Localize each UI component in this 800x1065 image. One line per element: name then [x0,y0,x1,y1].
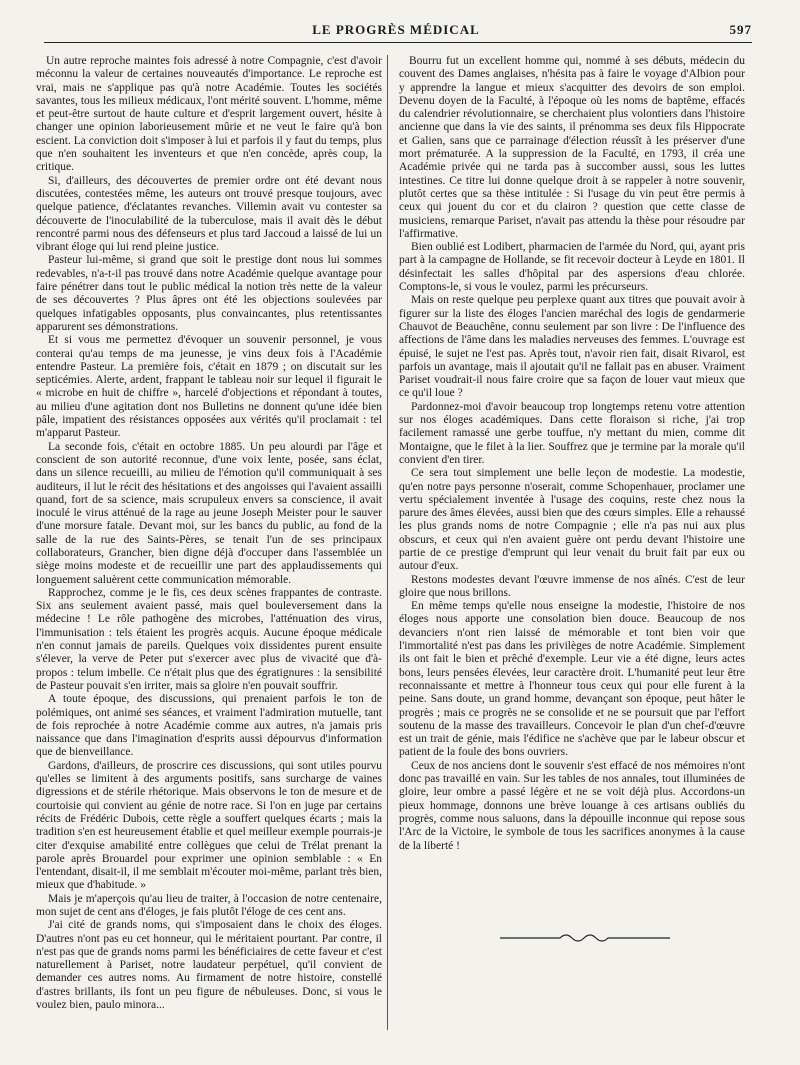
paragraph: Un autre reproche maintes fois adressé à notre Compagnie, c'est d'avoir méconnu la valeur de certaines nouveautés d'importance. Le reproche est vrai, mais ne s'applique pas qu'à notre Académie. Toutes les sociétés savantes, tous les milieux médicaux, l'ont mérité souvent. L'homme, même et peut-être surtout de haute culture et d'esprit largement ouvert, hésite à changer une opinion laborieusement mûrie et ne veut le faire qu'à bon escient. La conviction doit s'imposer à lui et parfois il y faut du temps, plus que n'en souhaitent les inventeurs et que n'en concède, après coup, la critique. [36,55,382,174]
paragraph: Ceux de nos anciens dont le souvenir s'est effacé de nos mémoires n'ont donc pas travaillé en vain. Sur les tables de nos annales, tout illuminées de gloire, leur ombre a passé légère et ne se voit déjà plus. Accordons-un pieux hommage, donnons une brève louange à ces artisans oubliés du progrès, comme nous saluons, dans la dépouille inconnue qui repose sous l'Arc de la Victoire, le symbole de tous les sacrifices anonymes à la cause de la liberté ! [399,759,745,852]
paragraph: La seconde fois, c'était en octobre 1885. Un peu alourdi par l'âge et conscient de son autorité reconnue, d'une voix lente, posée, sans éclat, dans un silence recueilli, au milieu de l'émotion qu'il communiquait à ses auditeurs, il lut le récit des hésitations et des angoisses qui l'avaient assailli quand, fort de sa science, mais scrupuleux envers sa conscience, il avait inoculé le virus atténué de la rage au jeune Joseph Meister pour le sauver d'une morsure fatale. Devant moi, sur les bancs du public, au fond de la salle de la rue des Saints-Pères, se tenait l'un de ses principaux collaborateurs, Grancher, bien digne déjà d'occuper dans l'assemblée un siège moins modeste et de recueillir une part des applaudissements qui longuement saluèrent cette communication mémorable. [36,440,382,586]
paragraph: En même temps qu'elle nous enseigne la modestie, l'histoire de nos éloges nous apporte une consolation bien douce. Beaucoup de nos devanciers n'ont rien laissé de mémorable et tont bien voir que l'immortalité n'est pas dans les privilèges de notre Académie. Simplement ils ont fait le bien et prêché d'exemple. Leur vie a été digne, leurs actes bons, leurs pensées élevées, leur caractère droit. L'humanité peut leur être reconnaissante et mettre à l'honneur tous ceux qui pour elle furent à la peine. Sans doute, un grand homme, devançant son époque, peut hâter le progrès ; mais ce progrès ne se consolide et ne se poursuit que par l'effort soutenu de la masse des travailleurs. Concevoir le plan d'un chef-d'œuvre est un trait de génie, mais l'édifice ne s'achève que par le labeur obscur et patient de la foule des bons ouvriers. [399,600,745,759]
paragraph: Mais je m'aperçois qu'au lieu de traiter, à l'occasion de notre centenaire, mon sujet de cent ans d'éloges, je fais plutôt l'éloge de ces cent ans. [36,892,382,918]
paragraph: A toute époque, des discussions, qui prenaient parfois le ton de polémiques, ont animé ses séances, et vraiment l'admiration mutuelle, tant de fois reprochée à notre Académie comme aux autres, n'a jamais pris naissance que dans l'imagination d'esprits aussi dépourvus d'information que de bienveillance. [36,693,382,759]
left-column [36,55,382,1055]
column-divider [387,55,388,1030]
paragraph: Ce sera tout simplement une belle leçon de modestie. La modestie, qu'en notre pays personne n'oserait, comme Schopenhauer, proclamer une vertu spécialement inventée à l'usage des coquins, reste chez nous la parure des âmes élevées, aussi bien que des cœurs simples. Elle a rehaussé les plus grands noms de notre Compagnie ; elle n'a pas nui aux plus obscurs, et ceux qui n'en avaient guère ont perdu devant l'histoire une partie de ce prestige d'emprunt qui leur venait du bruit fait par eux ou autour d'eux. [399,467,745,573]
end-ornament [500,928,670,948]
paragraph: Si, d'ailleurs, des découvertes de premier ordre ont été devant nous discutées, contestées même, les auteurs ont trouvé presque toujours, avec quelque patience, d'éclatantes revanches. Villemin avait vu contester sa découverte de l'inoculabilité de la tuberculose, mais il avait dès le début rencontré parmi nous des défenseurs et plus tard Jaccoud a laissé de lui un vibrant éloge qui lui rend pleine justice. [36,174,382,254]
paragraph: Et si vous me permettez d'évoquer un souvenir personnel, je vous conterai qu'au temps de ma jeunesse, je vins deux fois à l'Académie entendre Pasteur. La première fois, c'était en 1879 ; on discutait sur les septicémies. Alerte, ardent, frappant le tableau noir sur lequel il figurait le « microbe en huit de chiffre », harcelé d'objections et répondant à toutes, au milieu d'une agitation dont nos Bulletins ne donnent qu'une idée bien pâle, impatient des résistances opposées aux vérités qu'il proclamait : tel m'apparut Pasteur. [36,334,382,440]
paragraph: Rapprochez, comme je le fis, ces deux scènes frappantes de contraste. Six ans seulement avaient passé, mais quel bouleversement dans la médecine ! Le rôle pathogène des microbes, l'atténuation des virus, l'immunisation : tels étaient les progrès acquis. Aucune époque médicale n'en connut jamais de pareils. Quelques voix dissidentes purent ensuite s'élever, la verve de Peter put s'exercer avec plus de vivacité que d'à-propos : telum imbelle. Ce n'était plus que des égratignures : la sensibilité de Pasteur pouvait s'en irriter, mais sa gloire n'en pouvait souffrir. [36,586,382,692]
paragraph: Pardonnez-moi d'avoir beaucoup trop longtemps retenu votre attention sur nos éloges académiques. Dans cette floraison si riche, j'ai trop facilement ramassé une gerbe touffue, n'y mettant du mien, comme dit Montaigne, que le filet à la lier. Souffrez que je termine par la morale qu'il convient d'en tirer. [399,400,745,466]
paragraph: J'ai cité de grands noms, qui s'imposaient dans le choix des éloges. D'autres n'ont pas eu cet honneur, qui le méritaient pourtant. Par contre, il n'est pas que de grands noms parmi les bénéficiaires de cette faveur et c'est naturellement à Pariset, notre laudateur perpétuel, qu'il convient de demander ces autres noms. Au firmament de notre histoire, constellé d'astres brillants, ils font un peu figure de nébuleuses. Donc, si vous le voulez bien, paulo minora... [36,919,382,1012]
right-column [399,55,745,1055]
paragraph: Restons modestes devant l'œuvre immense de nos aînés. C'est de leur gloire que nous brillons. [399,573,745,599]
header-rule [44,42,752,43]
paragraph: Pasteur lui-même, si grand que soit le prestige dont nous lui sommes redevables, n'a-t-il pas trouvé dans notre Académie quelque avantage pour faire pénétrer dans tout le public médical la notion très nette de la valeur de ses découvertes ? Plus âpres ont été les objections soulevées par quelques infatigables opposants, plus convaincantes, plus retentissantes apparurent ses démonstrations. [36,254,382,333]
page-number: 597 [729,22,752,37]
paragraph: Bien oublié est Lodibert, pharmacien de l'armée du Nord, qui, ayant pris part à la campagne de Hollande, se fit recevoir docteur à Leyde en 1801. Il désinfectait les salles d'hôpital par des aspersions d'eau chlorée. Comptons-le, si vous le voulez, parmi les précurseurs. [399,241,745,294]
paragraph: Bourru fut un excellent homme qui, nommé à ses débuts, médecin du couvent des Dames anglaises, n'hésita pas à faire le voyage d'Albion pour y apprendre la langue et mieux s'acquitter des devoirs de son emploi. Devenu doyen de la Faculté, à l'époque où les noms de baptême, effacés du calendrier révolutionnaire, se cherchaient plus volontiers dans l'histoire ancienne que dans la vie des saints, il prénomma ses deux fils Hippocrate et Galien, sans que ce parrainage d'élection réussît à les préserver d'une mort prématurée. A la suppression de la Faculté, en 1793, il créa une Académie privée qui ne tarda pas à succomber aussi, sous les luttes intestines. Ce titre lui donne quelque droit à se rappeler à notre souvenir, plutôt certes que sa thèse intitulée : Si l'usage du vin peut être permis à ceux qui jouent du cor et du clairon ? question que cette classe de musiciens, remarque Pariset, n'avait pas attendu la thèse pour résoudre par l'affirmative. [399,55,745,240]
paragraph: Gardons, d'ailleurs, de proscrire ces discussions, qui sont utiles pourvu qu'elles se limitent à des arguments positifs, sans surcharge de vaines digressions et de stérile rhétorique. Mais observons le ton de mesure et de courtoisie qui convient au génie de notre race. Si l'on en juge par certains récits de Frédéric Dubois, cette règle a souffert quelques écarts ; mais la tradition s'en est heureusement établie et quel meilleur exemple pourrais-je citer d'exquise amabilité entre collègues que celui de Trélat prenant la parole après Brouardel pour exprimer une opinion semblable : « En l'entendant, disait-il, il me semblait m'écouter moi-même, parlant très bien, mieux que d'habitude. » [36,759,382,892]
running-header [40,22,752,40]
journal-title: LE PROGRÈS MÉDICAL [312,22,480,37]
paragraph: Mais on reste quelque peu perplexe quant aux titres que pouvait avoir à figurer sur la liste des éloges l'ancien maréchal des logis de gendarmerie Chauvot de Beauchêne, connu seulement par son livre : De l'influence des affections de l'âme dans les maladies nerveuses des femmes. L'ouvrage est épuisé, le sujet ne l'est pas. Après tout, n'avoir rien fait, disait Rivarol, est parfois un avantage, mais il ajoutait qu'il ne fallait pas en abuser. Vraiment Pariset voudrait-il nous faire croire que sa façon de louer vaut mieux que ce qu'il loue ? [399,294,745,400]
